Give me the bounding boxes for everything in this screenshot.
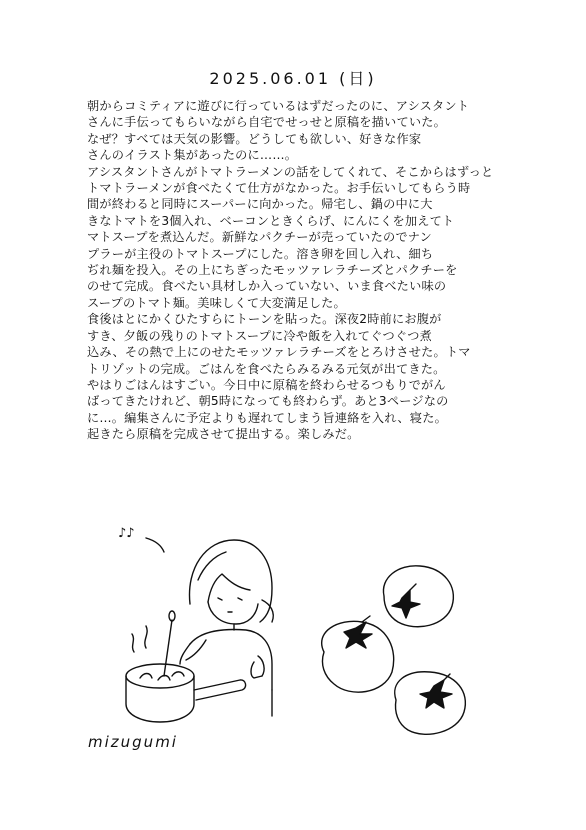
diary-date: 2025.06.01 (日) [209, 69, 377, 88]
diary-line: スープのトマト麺。美味しくて大変満足した。 [87, 295, 346, 310]
ladle [164, 620, 172, 676]
diary-line: きなトマトを3個入れ、ベーコンときくらげ、にんにくを加えてト [87, 213, 455, 228]
diary-line: さんのイラスト集があったのに……。 [87, 148, 298, 163]
music-note-icon: ♪♪ [118, 526, 135, 541]
diary-line: プラーが主役のトマトスープにした。溶き卵を回し入れ、細ち [87, 246, 434, 261]
artist-signature: mizugumi [88, 733, 178, 751]
diary-line: すき、夕飯の残りのトマトスープに冷や飯を入れてぐつぐつ煮 [87, 328, 433, 343]
tomato-left [322, 616, 394, 692]
diary-line: ぢれ麺を投入。その上にちぎったモッツァレラチーズとパクチーを [87, 263, 458, 278]
diary-line: なぜ？すべては天気の影響。どうしても欲しい、好きな作家 [87, 131, 422, 146]
diary-line: ばってきたけれど、朝5時になっても終わらず。あと3ページなの [87, 394, 449, 409]
diary-line: マトスープを煮込んだ。新鮮なパクチーが売っていたのでナン [87, 230, 432, 245]
tomato-top-right [383, 566, 453, 627]
diary-line: 間が終わると同時にスーパーに向かった。帰宅し、鍋の中に大 [87, 197, 433, 212]
pan [126, 626, 246, 722]
diary-line: トリゾットの完成。ごはんを食べたらみるみる元気が出てきた。 [87, 361, 446, 376]
diary-line: 食後はとにかくひたすらにトーンを貼った。深夜2時前にお腹が [87, 312, 442, 327]
tomato-bottom-right [395, 672, 466, 735]
diary-line: に…。編集さんに予定よりも遅れてしまう旨連絡を入れ、寝た。 [87, 410, 447, 425]
diary-line: のせて完成。食べたい具材しか入っていない、いま食べたい味の [87, 279, 447, 294]
diary-line: 朝からコミティアに遊びに行っているはずだったのに、アシスタント [87, 99, 470, 113]
diary-line: 込み、その熱で上にのせたモッツァレラチーズをとろけさせた。トマ [87, 345, 471, 360]
diary-line: 起きたら原稿を完成させて提出する。楽しみだ。 [87, 427, 360, 442]
hum-line [146, 538, 164, 552]
diary-line: トマトラーメンが食べたくて仕方がなかった。お手伝いしてもらう時 [87, 181, 471, 196]
diary-line: アシスタントさんがトマトラーメンの話をしてくれて、そこからはずっと [87, 164, 494, 179]
diary-line: やはりごはんはすごい。今日中に原稿を終わらせるつもりでがん [87, 377, 446, 392]
diary-line: さんに手伝ってもらいながら自宅でせっせと原稿を描いていた。 [87, 115, 446, 130]
